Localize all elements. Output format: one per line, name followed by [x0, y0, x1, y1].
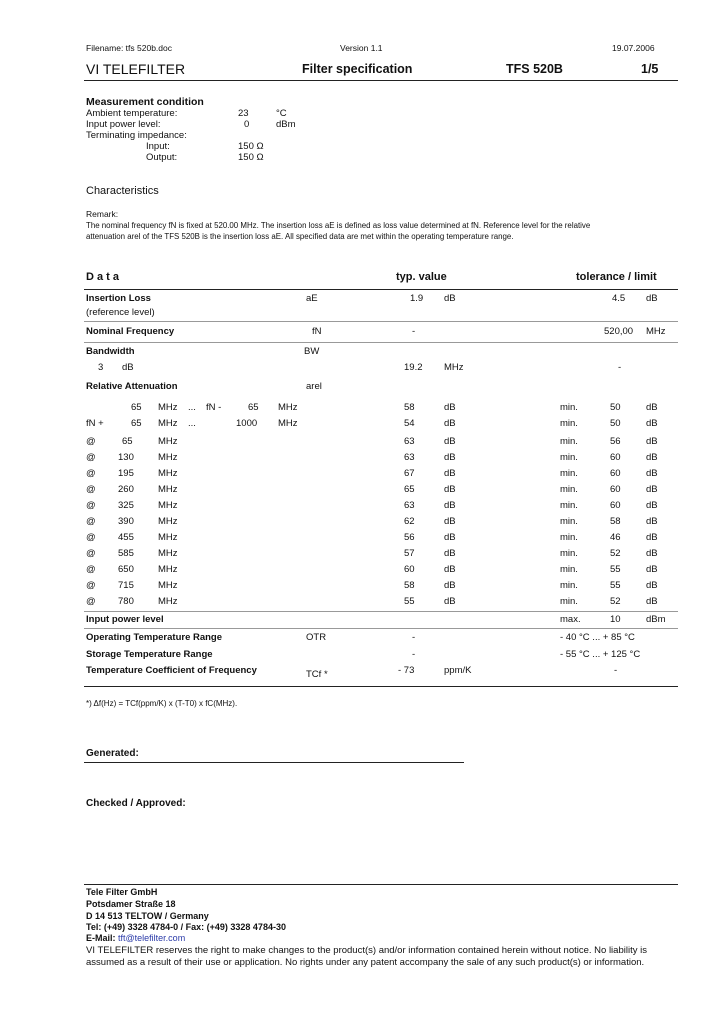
range-end-unit: MHz [278, 402, 298, 413]
spot-freq: 455 [118, 532, 134, 543]
spot-unit: MHz [158, 484, 178, 495]
spot-freq: 65 [122, 436, 133, 447]
operating-temp-row [0, 632, 720, 646]
spot-freq: 780 [118, 596, 134, 607]
spot-limit-unit: dB [646, 500, 658, 511]
footer-street: Potsdamer Straße 18 [86, 899, 176, 909]
spot-limit: 60 [610, 468, 621, 479]
bandwidth-label: Bandwidth [86, 346, 135, 357]
spot-limit: 55 [610, 564, 621, 575]
at-symbol: @ [86, 516, 96, 527]
remark-label: Remark: [86, 209, 119, 219]
spot-limit: 58 [610, 516, 621, 527]
footer-disclaimer-line-1: VI TELEFILTER reserves the right to make changes to the product(s) and/or information contained herein without notice. No liability is [86, 945, 647, 956]
spot-cond: min. [560, 548, 578, 559]
spot-cond: min. [560, 468, 578, 479]
doc-date: 19.07.2006 [612, 43, 655, 53]
temp-coeff-label: Temperature Coefficient of Frequency [86, 665, 257, 676]
bandwidth-value-row [0, 362, 720, 376]
at-symbol: @ [86, 468, 96, 479]
spot-limit-unit: dB [646, 468, 658, 479]
spot-unit: MHz [158, 500, 178, 511]
spot-freq: 260 [118, 484, 134, 495]
spot-cond: min. [560, 596, 578, 607]
col-header-typ: typ. value [396, 271, 447, 283]
input-power-limit: 10 [610, 614, 621, 625]
insertion-loss-limit-unit: dB [646, 293, 658, 304]
page-number: 1/5 [641, 62, 659, 76]
insertion-loss-limit: 4.5 [612, 293, 626, 304]
at-symbol: @ [86, 452, 96, 463]
range-limit: 50 [610, 418, 621, 429]
temp-coeff-symbol: TCf * [306, 669, 328, 680]
range-end: 1000 [236, 418, 258, 429]
footer-company: Tele Filter GmbH [86, 887, 158, 897]
at-symbol: @ [86, 580, 96, 591]
insertion-loss-row [0, 293, 720, 307]
ambient-value: 23 [238, 108, 249, 119]
part-number: TFS 520B [506, 62, 563, 76]
spot-typ: 60 [404, 564, 415, 575]
spot-unit: MHz [158, 516, 178, 527]
version: Version 1.1 [340, 43, 383, 53]
range-typ: 58 [404, 402, 415, 413]
range-limit-unit: dB [646, 418, 658, 429]
range-typ-unit: dB [444, 418, 456, 429]
at-symbol: @ [86, 548, 96, 559]
range-start-unit: MHz [158, 402, 178, 413]
spot-limit: 55 [610, 580, 621, 591]
nominal-frequency-limit: 520,00 [604, 326, 634, 337]
storage-temp-label: Storage Temperature Range [86, 649, 213, 660]
range-start: 65 [131, 418, 142, 429]
approved-label: Checked / Approved: [86, 798, 186, 809]
spot-unit: MHz [158, 548, 178, 559]
spot-typ: 63 [404, 452, 415, 463]
footer-divider [84, 884, 678, 885]
remark-line-1: The nominal frequency fN is fixed at 520.00 MHz. The insertion loss aE is defined as loss value determined at fN. Reference level for the relative [86, 221, 591, 230]
output-label: Output: [146, 152, 178, 163]
spot-typ-unit: dB [444, 532, 456, 543]
spot-limit: 60 [610, 452, 621, 463]
spot-limit-unit: dB [646, 580, 658, 591]
spot-freq: 325 [118, 500, 134, 511]
range-cond: min. [560, 402, 578, 413]
bandwidth-limit: - [618, 362, 622, 373]
range-end: 65 [248, 402, 259, 413]
company-name: VI TELEFILTER [86, 61, 186, 77]
ambient-label: Ambient temperature: [86, 108, 178, 119]
storage-temp-typ: - [412, 649, 416, 660]
range-typ: 54 [404, 418, 415, 429]
spot-cond: min. [560, 500, 578, 511]
characteristics-title: Characteristics [86, 185, 159, 197]
range-end-unit: MHz [278, 418, 298, 429]
spot-limit: 60 [610, 484, 621, 495]
operating-temp-label: Operating Temperature Range [86, 632, 223, 643]
spot-limit-unit: dB [646, 564, 658, 575]
attenuation-spot-row [0, 452, 720, 466]
insertion-loss-symbol: aE [306, 293, 318, 304]
at-symbol: @ [86, 484, 96, 495]
attenuation-spot-row [0, 596, 720, 610]
remark-line-2: attenuation arel of the TFS 520B is the insertion loss aE. All specified data are met within the operating temperature range. [86, 232, 514, 241]
spot-unit: MHz [158, 436, 178, 447]
storage-temp-row [0, 649, 720, 663]
spot-typ-unit: dB [444, 516, 456, 527]
spot-typ: 63 [404, 500, 415, 511]
range-start: 65 [131, 402, 142, 413]
spot-typ: 58 [404, 580, 415, 591]
spot-limit-unit: dB [646, 596, 658, 607]
spot-typ: 67 [404, 468, 415, 479]
insertion-loss-typ: 1.9 [410, 293, 424, 304]
bandwidth-row [0, 346, 720, 360]
spot-cond: min. [560, 436, 578, 447]
range-limit: 50 [610, 402, 621, 413]
row-divider [84, 628, 678, 629]
at-symbol: @ [86, 596, 96, 607]
operating-temp-symbol: OTR [306, 632, 327, 643]
header-divider [84, 80, 678, 81]
spot-unit: MHz [158, 468, 178, 479]
spot-cond: min. [560, 516, 578, 527]
spot-limit-unit: dB [646, 452, 658, 463]
col-header-tolerance: tolerance / limit [576, 271, 657, 283]
spot-unit: MHz [158, 564, 178, 575]
attenuation-spot-row [0, 468, 720, 482]
attenuation-spot-row [0, 516, 720, 530]
insertion-loss-sub: (reference level) [86, 307, 155, 318]
bandwidth-typ: 19.2 [404, 362, 423, 373]
spot-typ-unit: dB [444, 596, 456, 607]
row-divider [84, 611, 678, 612]
spot-freq: 650 [118, 564, 134, 575]
footer-email-label: E-Mail: [86, 933, 116, 943]
input-power-limit-unit: dBm [646, 614, 666, 625]
spot-typ: 65 [404, 484, 415, 495]
spot-typ-unit: dB [444, 452, 456, 463]
filename: Filename: tfs 520b.doc [86, 43, 172, 53]
spot-cond: min. [560, 564, 578, 575]
range-cond: min. [560, 418, 578, 429]
storage-temp-limit: - 55 °C ... + 125 °C [560, 649, 641, 660]
spot-cond: min. [560, 484, 578, 495]
spot-limit-unit: dB [646, 516, 658, 527]
impedance-label: Terminating impedance: [86, 130, 187, 141]
power-unit: dBm [276, 119, 296, 130]
attenuation-spot-row [0, 580, 720, 594]
range-start-unit: MHz [158, 418, 178, 429]
spot-unit: MHz [158, 532, 178, 543]
at-symbol: @ [86, 532, 96, 543]
spot-limit-unit: dB [646, 532, 658, 543]
bandwidth-level-unit: dB [122, 362, 134, 373]
at-symbol: @ [86, 500, 96, 511]
spot-typ: 56 [404, 532, 415, 543]
footer-email-link[interactable]: tft@telefilter.com [118, 933, 186, 943]
spot-limit: 56 [610, 436, 621, 447]
attenuation-spot-row [0, 436, 720, 450]
spot-limit: 46 [610, 532, 621, 543]
spot-freq: 195 [118, 468, 134, 479]
spot-limit-unit: dB [646, 436, 658, 447]
spot-limit-unit: dB [646, 484, 658, 495]
attenuation-range-row [0, 418, 720, 432]
spot-cond: min. [560, 532, 578, 543]
operating-temp-limit: - 40 °C ... + 85 °C [560, 632, 635, 643]
attenuation-spot-row [0, 532, 720, 546]
table-bottom-divider [84, 686, 678, 687]
ambient-unit: °C [276, 108, 287, 119]
bandwidth-level: 3 [98, 362, 104, 373]
input-label: Input: [146, 141, 170, 152]
measurement-title: Measurement condition [86, 96, 204, 108]
input-power-label: Input power level [86, 614, 164, 625]
spot-typ-unit: dB [444, 580, 456, 591]
footer-disclaimer-line-2: assumed as a result of their use or application. No rights under any patent accompany the sale of any such product(s) or information. [86, 957, 645, 968]
spot-limit: 60 [610, 500, 621, 511]
row-divider [84, 342, 678, 343]
doc-title: Filter specification [302, 62, 413, 76]
range-typ-unit: dB [444, 402, 456, 413]
relative-attenuation-header [0, 381, 720, 395]
spot-limit: 52 [610, 596, 621, 607]
attenuation-spot-row [0, 564, 720, 578]
at-symbol: @ [86, 564, 96, 575]
spot-typ-unit: dB [444, 548, 456, 559]
range-prefix: fN + [86, 418, 104, 429]
output-value: 150 Ω [238, 152, 264, 163]
input-value: 150 Ω [238, 141, 264, 152]
spot-freq: 130 [118, 452, 134, 463]
power-value: 0 [244, 119, 250, 130]
footer-email-line [86, 933, 185, 943]
attenuation-spot-row [0, 500, 720, 514]
spot-typ-unit: dB [444, 436, 456, 447]
range-limit-unit: dB [646, 402, 658, 413]
footer-phone: Tel: (+49) 3328 4784-0 / Fax: (+49) 3328 4784-30 [86, 922, 286, 932]
temp-coeff-typ: - 73 [398, 665, 415, 676]
spot-cond: min. [560, 580, 578, 591]
range-end-prefix: fN - [206, 402, 222, 413]
spot-freq: 390 [118, 516, 134, 527]
relative-attenuation-label: Relative Attenuation [86, 381, 178, 392]
insertion-loss-typ-unit: dB [444, 293, 456, 304]
bandwidth-typ-unit: MHz [444, 362, 464, 373]
nominal-frequency-symbol: fN [312, 326, 322, 337]
range-dots: ... [188, 402, 196, 413]
temp-coeff-row [0, 665, 720, 679]
spot-limit-unit: dB [646, 548, 658, 559]
spot-typ-unit: dB [444, 468, 456, 479]
spot-typ: 57 [404, 548, 415, 559]
generated-label: Generated: [86, 748, 139, 759]
relative-attenuation-symbol: arel [306, 381, 322, 392]
row-divider [84, 321, 678, 322]
spot-typ: 62 [404, 516, 415, 527]
spot-freq: 585 [118, 548, 134, 559]
insertion-loss-label: Insertion Loss [86, 293, 151, 304]
spot-typ-unit: dB [444, 484, 456, 495]
range-dots: ... [188, 418, 196, 429]
power-label: Input power level: [86, 119, 161, 130]
spot-cond: min. [560, 452, 578, 463]
spot-typ: 63 [404, 436, 415, 447]
footer-city: D 14 513 TELTOW / Germany [86, 911, 209, 921]
footnote: *) Δf(Hz) = TCf(ppm/K) x (T-T0) x fC(MHz). [86, 699, 238, 708]
spot-typ: 55 [404, 596, 415, 607]
temp-coeff-limit: - [614, 665, 618, 676]
attenuation-spot-row [0, 484, 720, 498]
nominal-frequency-label: Nominal Frequency [86, 326, 175, 337]
attenuation-range-row [0, 402, 720, 416]
spot-unit: MHz [158, 452, 178, 463]
input-power-cond: max. [560, 614, 581, 625]
at-symbol: @ [86, 436, 96, 447]
col-header-data: D a t a [86, 271, 120, 283]
table-top-divider [84, 289, 678, 290]
spot-typ-unit: dB [444, 500, 456, 511]
attenuation-spot-row [0, 548, 720, 562]
nominal-frequency-typ: - [412, 326, 416, 337]
input-power-row [0, 614, 720, 628]
temp-coeff-typ-unit: ppm/K [444, 665, 472, 676]
generated-signature-line [84, 762, 464, 763]
spot-unit: MHz [158, 596, 178, 607]
spot-typ-unit: dB [444, 564, 456, 575]
spot-unit: MHz [158, 580, 178, 591]
nominal-frequency-row [0, 326, 720, 340]
bandwidth-symbol: BW [304, 346, 320, 357]
operating-temp-typ: - [412, 632, 416, 643]
nominal-frequency-limit-unit: MHz [646, 326, 666, 337]
spot-limit: 52 [610, 548, 621, 559]
spot-freq: 715 [118, 580, 134, 591]
